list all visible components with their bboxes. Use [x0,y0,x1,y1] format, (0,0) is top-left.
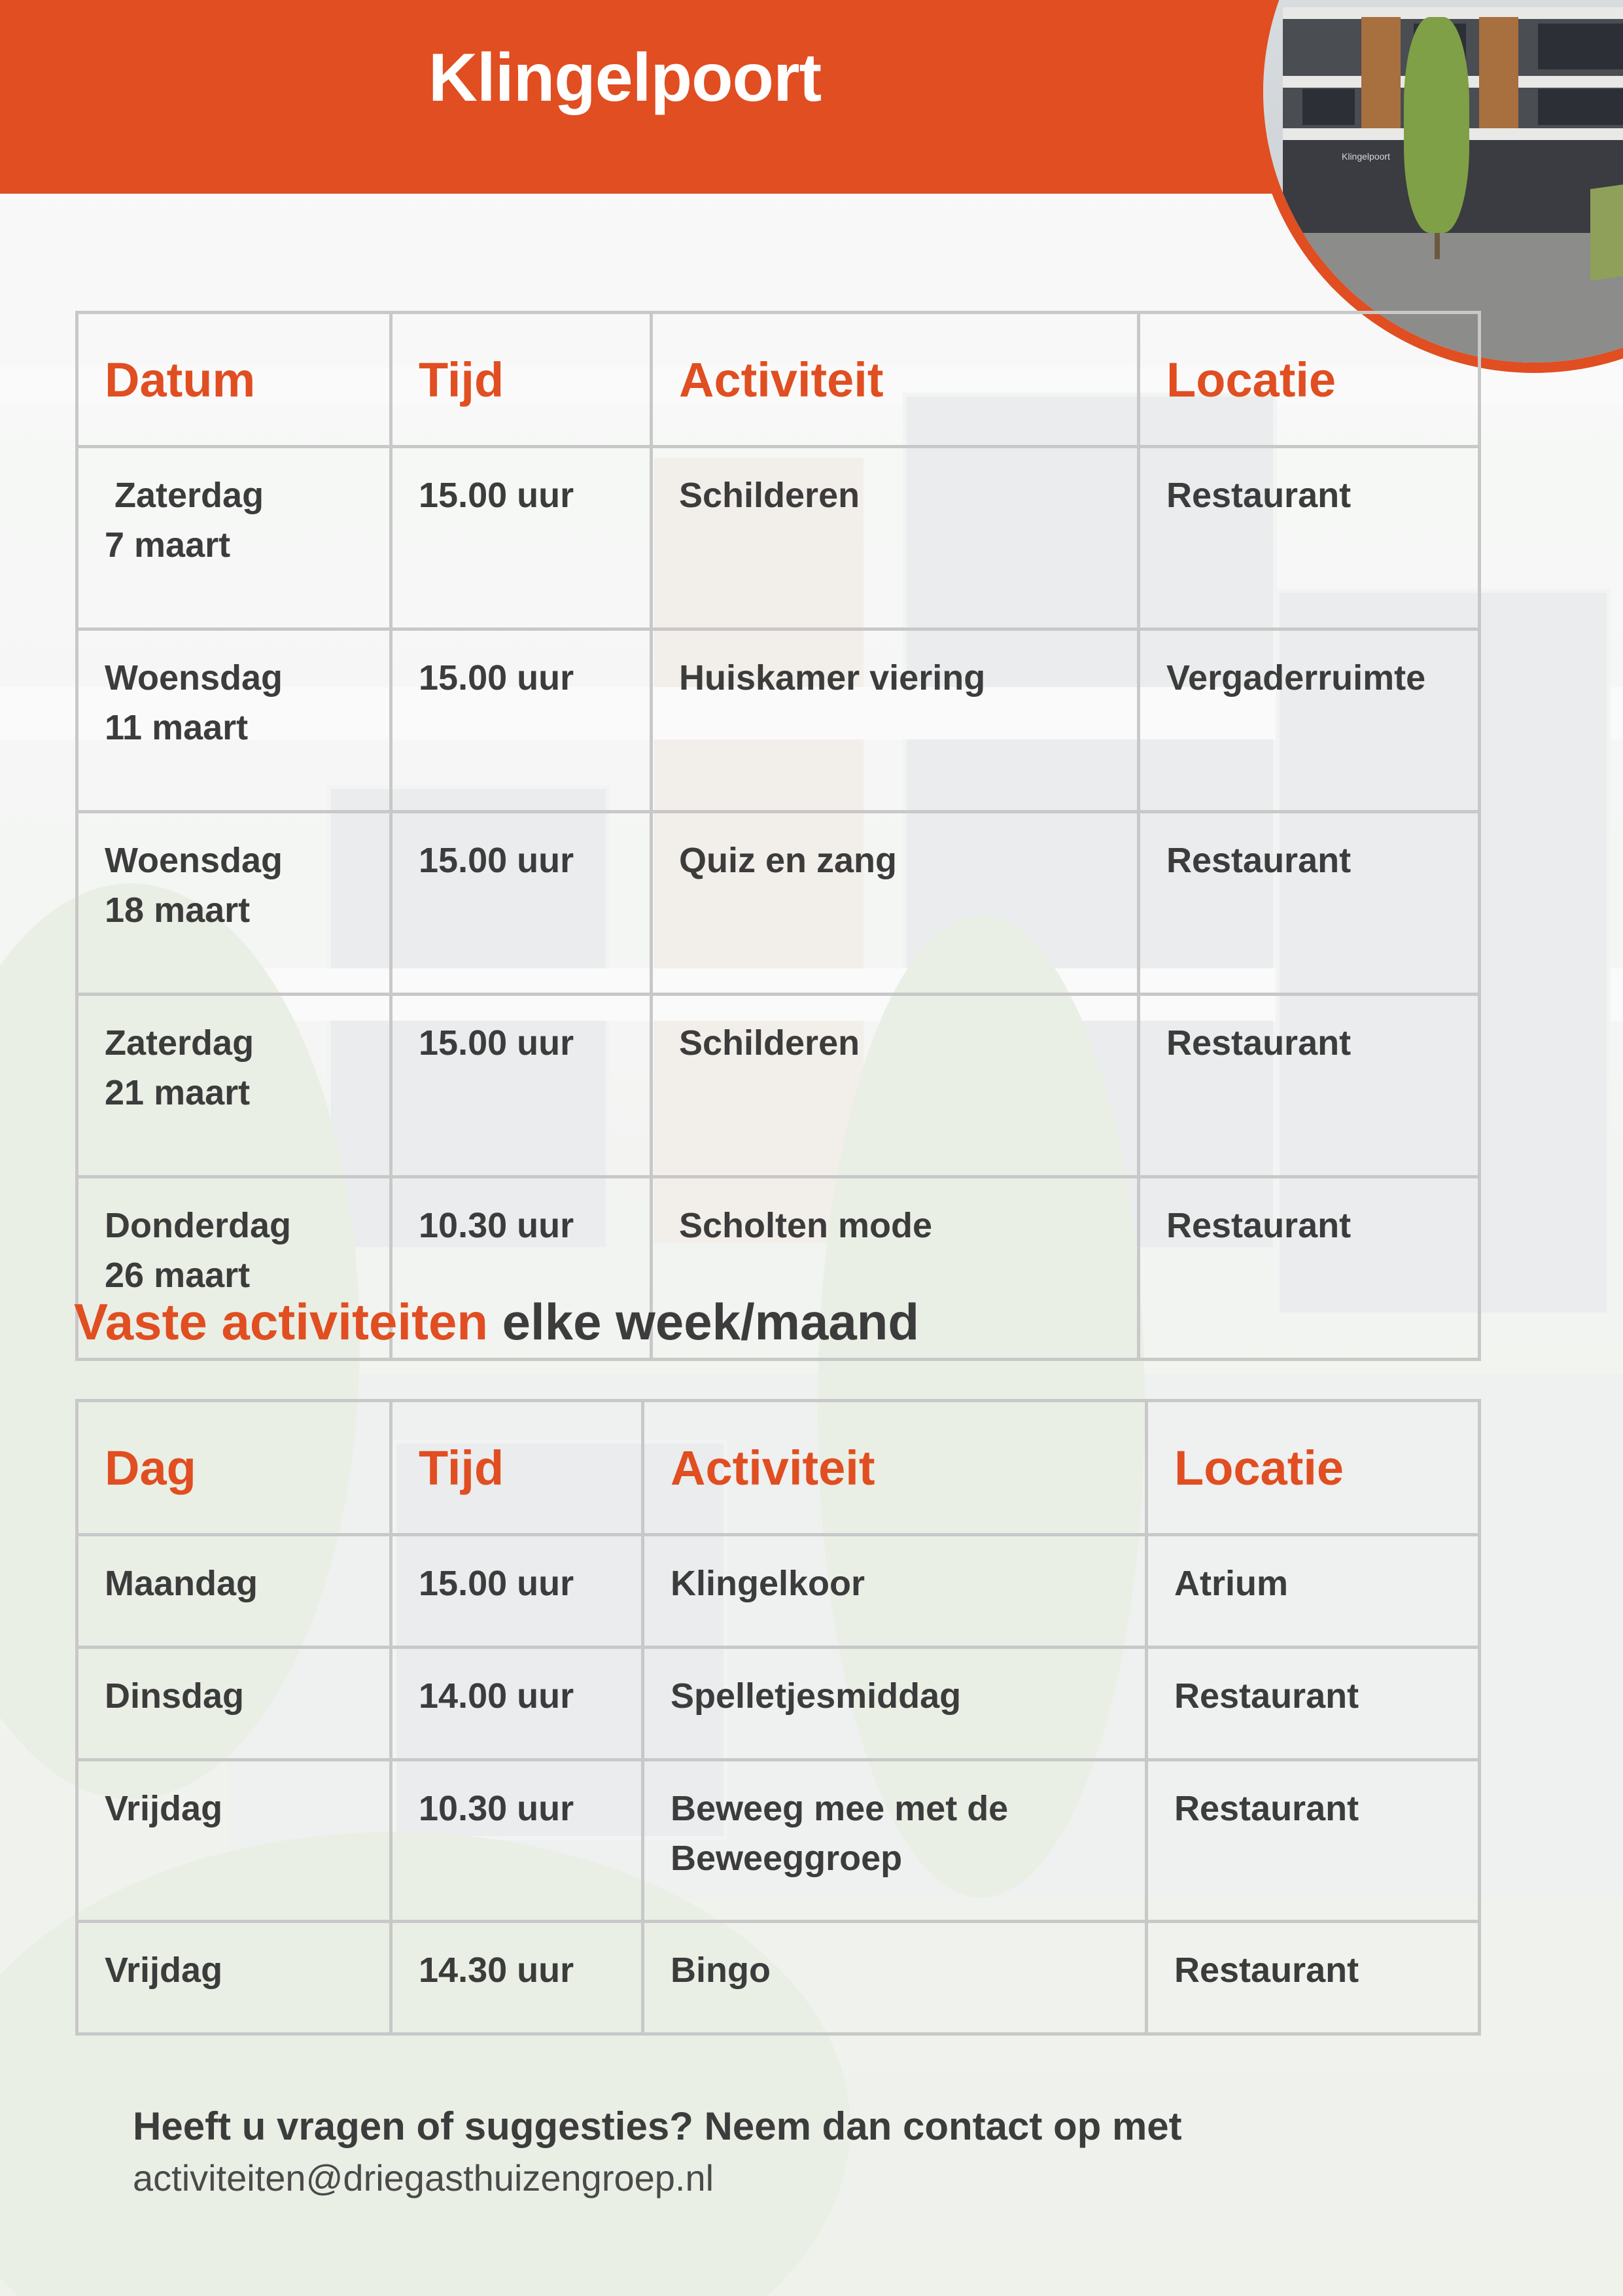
contact-block [133,2104,1182,2199]
brand-logo: Klingelpoort [428,40,822,116]
locatie-cell: Restaurant [1147,1922,1480,2034]
column-header-activiteit: Activiteit [643,1401,1147,1535]
schedule-table [75,311,1481,1361]
locatie-cell: Restaurant [1139,995,1480,1177]
datum-cell: Woensdag 11 maart [77,629,391,812]
locatie-cell: Atrium [1147,1535,1480,1648]
tijd-cell: 15.00 uur [391,812,652,995]
building-sign: Klingelpoort [1342,151,1390,162]
fixed-title-rest: elke week/maand [488,1293,920,1351]
locatie-cell: Restaurant [1147,1760,1480,1922]
activiteit-cell: Quiz en zang [652,812,1139,995]
dag-cell: Maandag [77,1535,391,1648]
datum-cell: Zaterdag 7 maart [77,447,391,629]
column-header-tijd: Tijd [391,1401,643,1535]
tijd-cell: 14.00 uur [391,1648,643,1760]
tijd-cell: 14.30 uur [391,1922,643,2034]
column-header-locatie: Locatie [1139,313,1480,447]
fixed-activities-title [74,1292,919,1352]
locatie-cell: Vergaderruimte [1139,629,1480,812]
locatie-cell: Restaurant [1139,447,1480,629]
table-row [77,1648,1480,1760]
locatie-cell: Restaurant [1147,1648,1480,1760]
activiteit-cell: Schilderen [652,995,1139,1177]
dag-cell: Vrijdag [77,1922,391,2034]
contact-email-link[interactable]: activiteiten@driegasthuizengroep.nl [133,2157,714,2199]
tijd-cell: 15.00 uur [391,1535,643,1648]
tijd-cell: 10.30 uur [391,1760,643,1922]
dag-cell: Dinsdag [77,1648,391,1760]
datum-cell: Donderdag 26 maart [77,1177,391,1360]
activiteit-cell: Schilderen [652,447,1139,629]
tijd-cell: 10.30 uur [391,1177,652,1360]
table-row [77,447,1480,629]
table-row [77,1760,1480,1922]
dag-cell: Vrijdag [77,1760,391,1922]
table-row [77,629,1480,812]
activiteit-cell: Beweeg mee met de Beweeggroep [643,1760,1147,1922]
tijd-cell: 15.00 uur [391,447,652,629]
activiteit-cell: Scholten mode [652,1177,1139,1360]
column-header-tijd: Tijd [391,313,652,447]
tijd-cell: 15.00 uur [391,629,652,812]
tijd-cell: 15.00 uur [391,995,652,1177]
fixed-title-accent: Vaste activiteiten [74,1293,488,1351]
table-row [77,1535,1480,1648]
activiteit-cell: Huiskamer viering [652,629,1139,812]
column-header-dag: Dag [77,1401,391,1535]
table-row [77,995,1480,1177]
schedule-header-row [77,313,1480,447]
fixed-activities-table [75,1399,1481,2036]
contact-question: Heeft u vragen of suggesties? Neem dan contact op met [133,2104,1182,2148]
datum-cell: Zaterdag 21 maart [77,995,391,1177]
table-row [77,1922,1480,2034]
locatie-cell: Restaurant [1139,1177,1480,1360]
column-header-datum: Datum [77,313,391,447]
fixed-header-row [77,1401,1480,1535]
activiteit-cell: Bingo [643,1922,1147,2034]
column-header-locatie: Locatie [1147,1401,1480,1535]
column-header-activiteit: Activiteit [652,313,1139,447]
locatie-cell: Restaurant [1139,812,1480,995]
activiteit-cell: Spelletjesmiddag [643,1648,1147,1760]
datum-cell: Woensdag 18 maart [77,812,391,995]
activiteit-cell: Klingelkoor [643,1535,1147,1648]
table-row [77,812,1480,995]
